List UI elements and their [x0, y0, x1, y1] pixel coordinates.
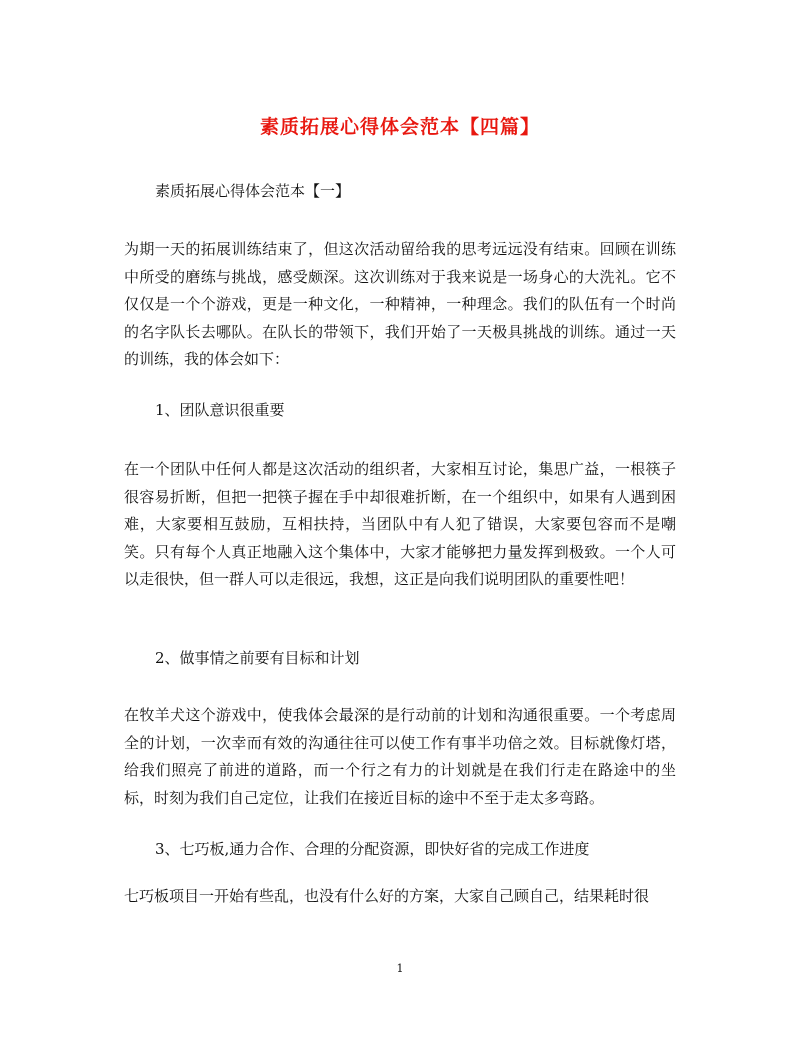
paragraph-goals: 在牧羊犬这个游戏中，使我体会最深的是行动前的计划和沟通很重要。一个考虑周全的计划，一次幸而有效的沟通往往可以使工作有事半功倍之效。目标就像灯塔，给我们照亮了前进的道路，而一个行之有力的计划就是在我们行走在路途中的坐标，时刻为我们自己定位，让我们在接近目标的途中不至于走太多弯路。 [124, 706, 676, 807]
paragraph-team: 在一个团队中任何人都是这次活动的组织者，大家相互讨论，集思广益，一根筷子很容易折断，但把一把筷子握在手中却很难折断，在一个组织中，如果有人遇到困难，大家要相互鼓励，互相扶持，当团队中有人犯了错误，大家要包容而不是嘲笑。只有每个人真正地融入这个集体中，大家才能够把力量发挥到极致。一个人可以走很快，但一群人可以走很远，我想，这正是向我们说明团队的重要性吧！ [124, 460, 676, 588]
document-title: 素质拓展心得体会范本【四篇】 [259, 116, 540, 138]
paragraph-intro: 为期一天的拓展训练结束了，但这次活动留给我的思考远远没有结束。回顾在训练中所受的磨练与挑战，感受颇深。这次训练对于我来说是一场身心的大洗礼。它不仅仅是一个个游戏，更是一种文化，一种精神，一种理念。我们的队伍有一个时尚的名字队长去哪队。在队长的带领下，我们开始了一天极具挑战的训练。通过一天的训练，我的体会如下： [124, 240, 676, 368]
page-number: 1 [396, 962, 404, 975]
heading-team-awareness: 1、团队意识很重要 [155, 401, 285, 419]
heading-goals-plans: 2、做事情之前要有目标和计划 [155, 649, 360, 667]
section-subtitle: 素质拓展心得体会范本【一】 [155, 182, 351, 200]
heading-tangram: 3、七巧板,通力合作、合理的分配资源，即快好省的完成工作进度 [155, 840, 590, 858]
paragraph-tangram: 七巧板项目一开始有些乱，也没有什么好的方案，大家自己顾自己，结果耗时很 [124, 887, 650, 905]
